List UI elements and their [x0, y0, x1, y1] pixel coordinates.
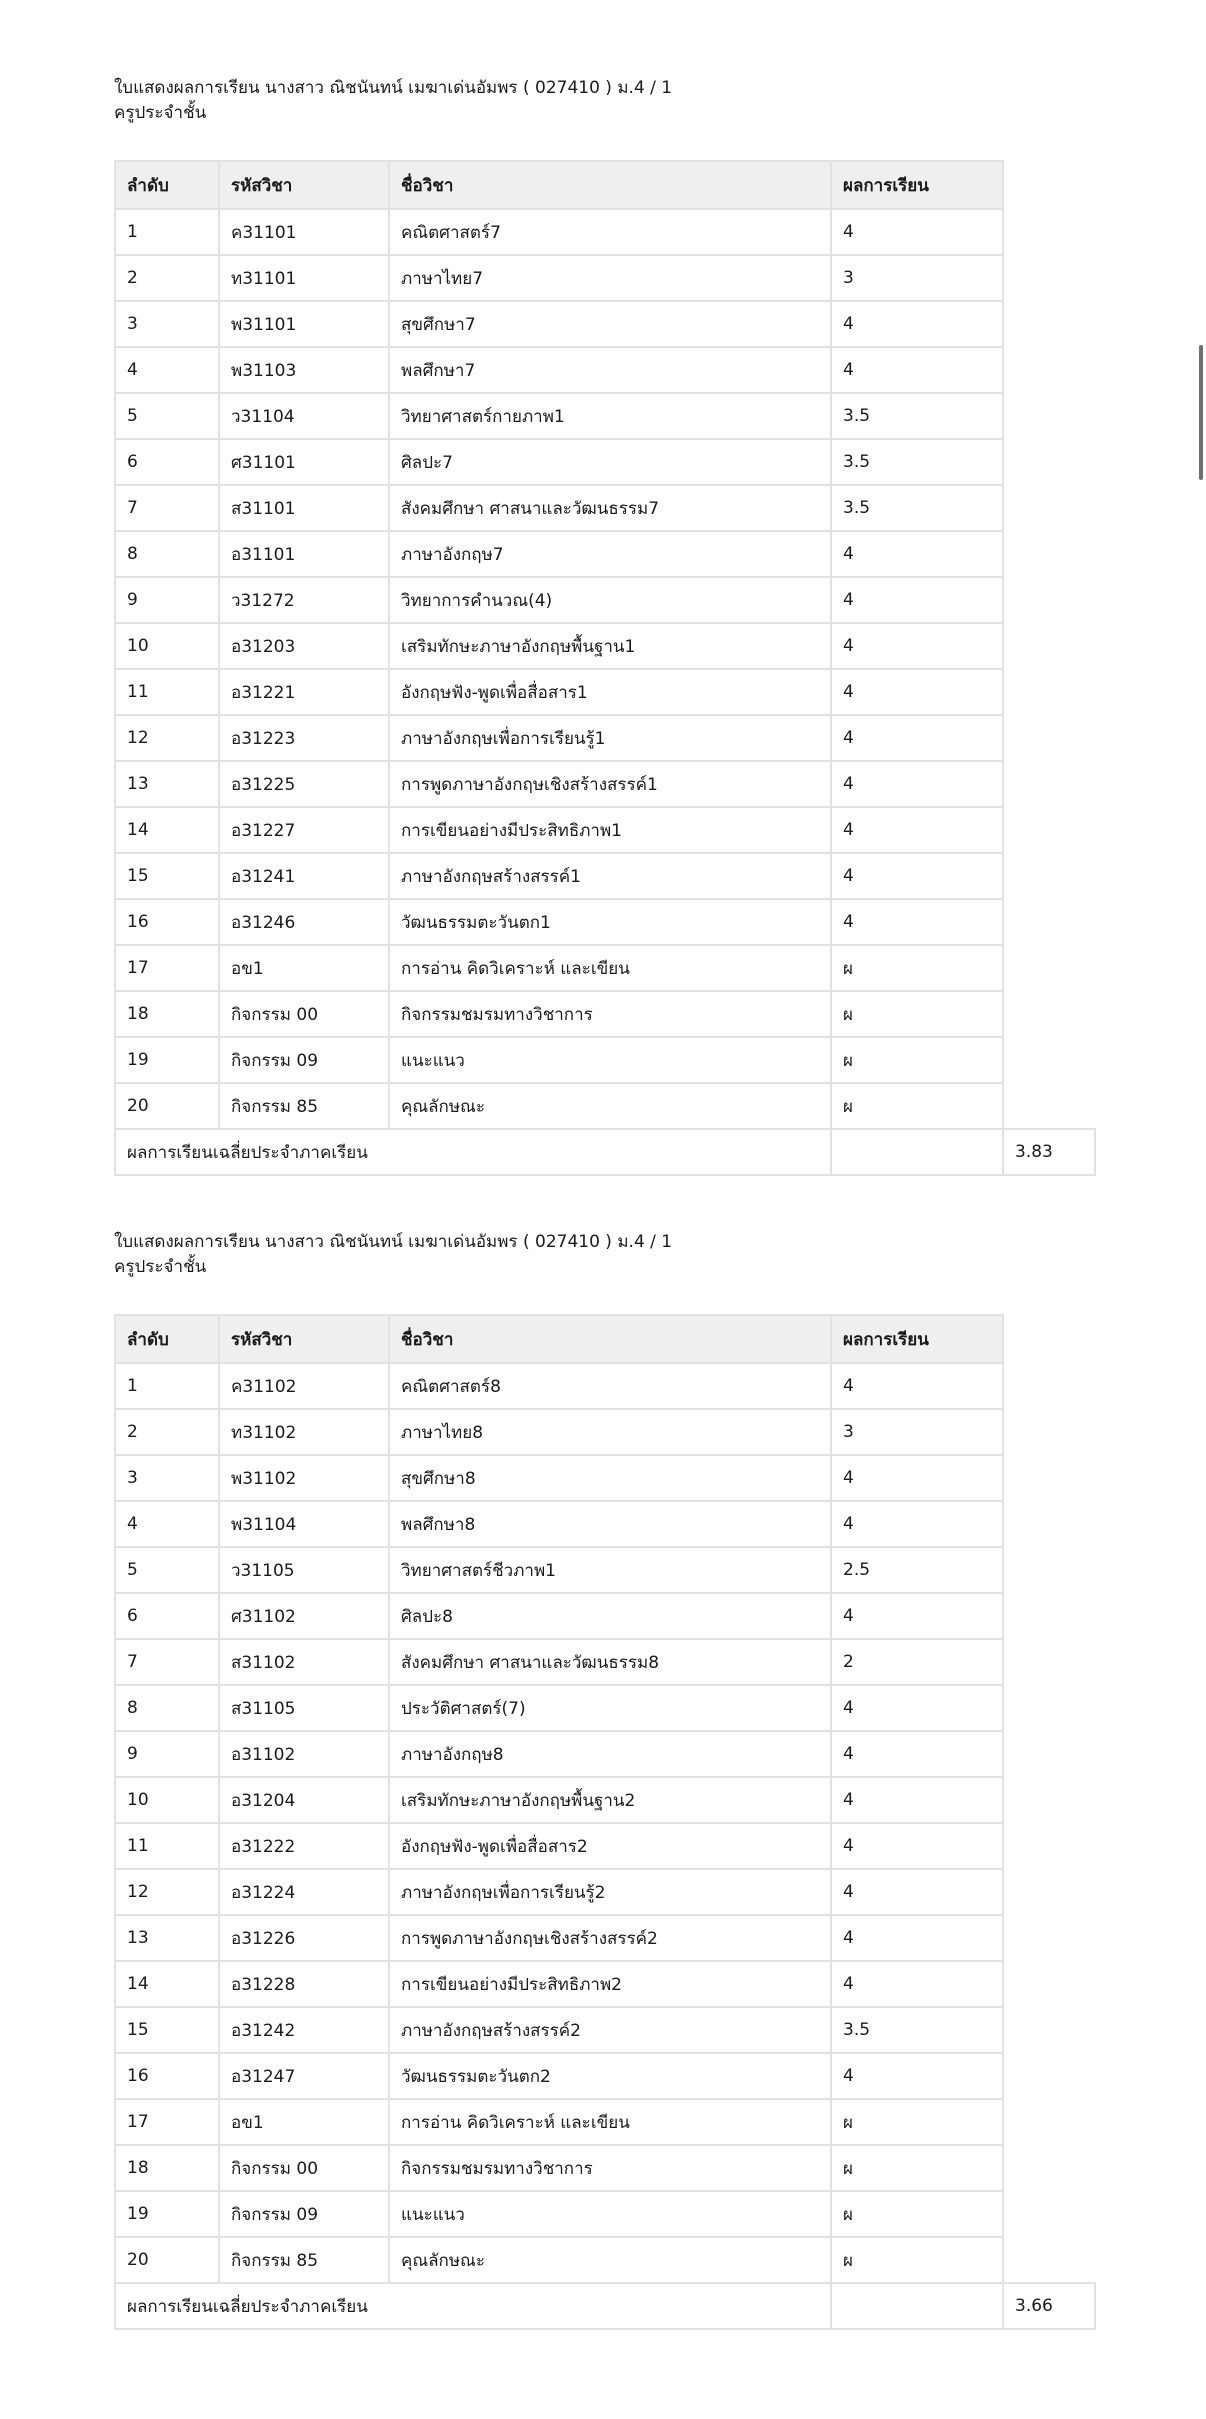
cell-code: อ31226: [219, 1915, 389, 1961]
cell-grade: 4: [831, 577, 1003, 623]
cell-seq: 3: [115, 301, 219, 347]
cell-seq: 16: [115, 899, 219, 945]
cell-name: คุณลักษณะ: [389, 1083, 831, 1129]
cell-code: อข1: [219, 2099, 389, 2145]
table-row: [115, 439, 1095, 485]
table-row: [115, 1961, 1095, 2007]
table-row: [115, 577, 1095, 623]
table-row: [115, 301, 1095, 347]
cell-grade: 3: [831, 255, 1003, 301]
cell-grade: 4: [831, 1915, 1003, 1961]
cell-grade: 3.5: [831, 485, 1003, 531]
cell-name: พลศึกษา7: [389, 347, 831, 393]
cell-code: อ31247: [219, 2053, 389, 2099]
cell-grade: 4: [831, 623, 1003, 669]
grades-table: [114, 1314, 1096, 2330]
cell-seq: 7: [115, 485, 219, 531]
table-row: [115, 1869, 1095, 1915]
cell-name: สุขศึกษา7: [389, 301, 831, 347]
cell-name: การเขียนอย่างมีประสิทธิภาพ2: [389, 1961, 831, 2007]
cell-seq: 4: [115, 1501, 219, 1547]
cell-name: วิทยาการคำนวณ(4): [389, 577, 831, 623]
cell-code: อ31223: [219, 715, 389, 761]
table-row: [115, 1777, 1095, 1823]
cell-seq: 17: [115, 2099, 219, 2145]
average-row: [115, 2283, 1095, 2329]
cell-code: อ31204: [219, 1777, 389, 1823]
cell-name: ศิลปะ8: [389, 1593, 831, 1639]
cell-name: สังคมศึกษา ศาสนาและวัฒนธรรม7: [389, 485, 831, 531]
cell-grade: 4: [831, 1823, 1003, 1869]
cell-seq: 8: [115, 531, 219, 577]
report-heading: [114, 1230, 1096, 1280]
table-row: [115, 1639, 1095, 1685]
cell-grade: 4: [831, 715, 1003, 761]
table-row: [115, 2053, 1095, 2099]
column-header-grade: ผลการเรียน: [831, 1315, 1003, 1363]
cell-seq: 11: [115, 1823, 219, 1869]
cell-name: กิจกรรมชมรมทางวิชาการ: [389, 2145, 831, 2191]
cell-grade: 4: [831, 1455, 1003, 1501]
cell-code: กิจกรรม 85: [219, 2237, 389, 2283]
table-header-row: [115, 161, 1095, 209]
table-row: [115, 2007, 1095, 2053]
table-row: [115, 1685, 1095, 1731]
cell-grade: 4: [831, 1869, 1003, 1915]
average-value: 3.66: [1003, 2283, 1095, 2329]
table-row: [115, 669, 1095, 715]
cell-seq: 5: [115, 1547, 219, 1593]
cell-code: ส31102: [219, 1639, 389, 1685]
table-row: [115, 853, 1095, 899]
cell-seq: 7: [115, 1639, 219, 1685]
cell-seq: 13: [115, 1915, 219, 1961]
table-row: [115, 1593, 1095, 1639]
cell-grade: 4: [831, 1731, 1003, 1777]
table-row: [115, 1455, 1095, 1501]
cell-name: คณิตศาสตร์7: [389, 209, 831, 255]
cell-code: ว31105: [219, 1547, 389, 1593]
cell-seq: 9: [115, 1731, 219, 1777]
cell-seq: 19: [115, 1037, 219, 1083]
cell-seq: 20: [115, 2237, 219, 2283]
cell-seq: 3: [115, 1455, 219, 1501]
cell-name: ศิลปะ7: [389, 439, 831, 485]
cell-seq: 18: [115, 2145, 219, 2191]
cell-grade: 4: [831, 1363, 1003, 1409]
cell-grade: 4: [831, 209, 1003, 255]
cell-name: การอ่าน คิดวิเคราะห์ และเขียน: [389, 945, 831, 991]
cell-name: การอ่าน คิดวิเคราะห์ และเขียน: [389, 2099, 831, 2145]
cell-seq: 10: [115, 623, 219, 669]
table-row: [115, 347, 1095, 393]
cell-seq: 1: [115, 1363, 219, 1409]
cell-seq: 12: [115, 1869, 219, 1915]
cell-name: ประวัติศาสตร์(7): [389, 1685, 831, 1731]
cell-grade: 4: [831, 899, 1003, 945]
cell-grade: ผ: [831, 945, 1003, 991]
cell-name: อังกฤษฟัง-พูดเพื่อสื่อสาร1: [389, 669, 831, 715]
table-row: [115, 623, 1095, 669]
cell-name: กิจกรรมชมรมทางวิชาการ: [389, 991, 831, 1037]
table-header-row: [115, 1315, 1095, 1363]
cell-code: อ31228: [219, 1961, 389, 2007]
table-row: [115, 209, 1095, 255]
cell-code: อ31203: [219, 623, 389, 669]
cell-code: พ31103: [219, 347, 389, 393]
grade-report-semester-2: [114, 1230, 1096, 2330]
cell-grade: 4: [831, 853, 1003, 899]
cell-code: ว31272: [219, 577, 389, 623]
cell-code: อ31222: [219, 1823, 389, 1869]
cell-name: วัฒนธรรมตะวันตก1: [389, 899, 831, 945]
column-header-grade: ผลการเรียน: [831, 161, 1003, 209]
cell-seq: 5: [115, 393, 219, 439]
table-row: [115, 1363, 1095, 1409]
cell-grade: 4: [831, 1685, 1003, 1731]
grades-table-body: [115, 209, 1095, 1129]
cell-code: ค31102: [219, 1363, 389, 1409]
cell-grade: 4: [831, 807, 1003, 853]
table-row: [115, 485, 1095, 531]
report-title: ใบแสดงผลการเรียน นางสาว ณิชนันทน์ เมฆาเด่นอัมพร ( 027410 ) ม.4 / 1: [114, 78, 673, 98]
cell-grade: ผ: [831, 2099, 1003, 2145]
cell-name: ภาษาไทย7: [389, 255, 831, 301]
cell-grade: 4: [831, 1777, 1003, 1823]
average-empty-cell: [831, 1129, 1003, 1175]
cell-name: ภาษาอังกฤษ8: [389, 1731, 831, 1777]
cell-code: อ31241: [219, 853, 389, 899]
cell-code: ส31101: [219, 485, 389, 531]
table-row: [115, 761, 1095, 807]
cell-grade: ผ: [831, 1037, 1003, 1083]
cell-code: ศ31102: [219, 1593, 389, 1639]
table-row: [115, 1409, 1095, 1455]
grades-table: [114, 160, 1096, 1176]
cell-seq: 2: [115, 1409, 219, 1455]
cell-code: อ31224: [219, 1869, 389, 1915]
column-header-seq: ลำดับ: [115, 1315, 219, 1363]
cell-name: เสริมทักษะภาษาอังกฤษพื้นฐาน1: [389, 623, 831, 669]
homeroom-teacher-label: ครูประจำชั้น: [114, 103, 207, 123]
cell-seq: 15: [115, 2007, 219, 2053]
table-row: [115, 945, 1095, 991]
table-row: [115, 807, 1095, 853]
cell-name: การพูดภาษาอังกฤษเชิงสร้างสรรค์2: [389, 1915, 831, 1961]
table-row: [115, 2099, 1095, 2145]
scrollbar-thumb[interactable]: [1199, 345, 1203, 480]
table-row: [115, 1501, 1095, 1547]
table-row: [115, 1823, 1095, 1869]
cell-name: สุขศึกษา8: [389, 1455, 831, 1501]
cell-grade: 4: [831, 761, 1003, 807]
cell-code: อ31242: [219, 2007, 389, 2053]
column-header-code: รหัสวิชา: [219, 161, 389, 209]
cell-code: ท31102: [219, 1409, 389, 1455]
homeroom-teacher-label: ครูประจำชั้น: [114, 1257, 207, 1277]
cell-seq: 14: [115, 807, 219, 853]
cell-seq: 10: [115, 1777, 219, 1823]
average-row: [115, 1129, 1095, 1175]
cell-name: ภาษาอังกฤษสร้างสรรค์1: [389, 853, 831, 899]
cell-code: ศ31101: [219, 439, 389, 485]
cell-seq: 4: [115, 347, 219, 393]
cell-code: อ31221: [219, 669, 389, 715]
cell-name: การพูดภาษาอังกฤษเชิงสร้างสรรค์1: [389, 761, 831, 807]
cell-name: วิทยาศาสตร์กายภาพ1: [389, 393, 831, 439]
table-row: [115, 393, 1095, 439]
column-header-name: ชื่อวิชา: [389, 1315, 831, 1363]
report-heading: [114, 76, 1096, 126]
cell-seq: 19: [115, 2191, 219, 2237]
cell-code: ท31101: [219, 255, 389, 301]
table-row: [115, 2237, 1095, 2283]
cell-seq: 15: [115, 853, 219, 899]
cell-code: อ31102: [219, 1731, 389, 1777]
cell-name: แนะแนว: [389, 1037, 831, 1083]
grades-table-body: [115, 1363, 1095, 2283]
table-row: [115, 531, 1095, 577]
cell-name: ภาษาอังกฤษเพื่อการเรียนรู้2: [389, 1869, 831, 1915]
column-header-code: รหัสวิชา: [219, 1315, 389, 1363]
cell-grade: 2.5: [831, 1547, 1003, 1593]
cell-grade: 2: [831, 1639, 1003, 1685]
cell-seq: 17: [115, 945, 219, 991]
cell-name: อังกฤษฟัง-พูดเพื่อสื่อสาร2: [389, 1823, 831, 1869]
cell-code: พ31102: [219, 1455, 389, 1501]
cell-grade: ผ: [831, 1083, 1003, 1129]
column-header-name: ชื่อวิชา: [389, 161, 831, 209]
cell-code: กิจกรรม 85: [219, 1083, 389, 1129]
cell-name: ภาษาไทย8: [389, 1409, 831, 1455]
column-header-seq: ลำดับ: [115, 161, 219, 209]
cell-seq: 13: [115, 761, 219, 807]
table-row: [115, 1731, 1095, 1777]
cell-seq: 1: [115, 209, 219, 255]
cell-code: ว31104: [219, 393, 389, 439]
cell-name: สังคมศึกษา ศาสนาและวัฒนธรรม8: [389, 1639, 831, 1685]
cell-seq: 14: [115, 1961, 219, 2007]
cell-grade: 4: [831, 347, 1003, 393]
table-row: [115, 1037, 1095, 1083]
cell-code: กิจกรรม 09: [219, 2191, 389, 2237]
cell-seq: 11: [115, 669, 219, 715]
cell-name: เสริมทักษะภาษาอังกฤษพื้นฐาน2: [389, 1777, 831, 1823]
cell-name: แนะแนว: [389, 2191, 831, 2237]
table-row: [115, 255, 1095, 301]
cell-code: กิจกรรม 09: [219, 1037, 389, 1083]
table-row: [115, 2145, 1095, 2191]
cell-code: พ31101: [219, 301, 389, 347]
cell-code: กิจกรรม 00: [219, 2145, 389, 2191]
average-label: ผลการเรียนเฉลี่ยประจำภาคเรียน: [115, 2283, 831, 2329]
cell-seq: 16: [115, 2053, 219, 2099]
cell-code: ส31105: [219, 1685, 389, 1731]
cell-name: พลศึกษา8: [389, 1501, 831, 1547]
cell-code: ค31101: [219, 209, 389, 255]
cell-grade: 4: [831, 1593, 1003, 1639]
average-empty-cell: [831, 2283, 1003, 2329]
cell-code: อข1: [219, 945, 389, 991]
table-row: [115, 991, 1095, 1037]
cell-grade: 4: [831, 301, 1003, 347]
cell-grade: 4: [831, 1501, 1003, 1547]
cell-seq: 12: [115, 715, 219, 761]
cell-seq: 9: [115, 577, 219, 623]
table-row: [115, 1083, 1095, 1129]
cell-grade: 3.5: [831, 439, 1003, 485]
cell-name: ภาษาอังกฤษสร้างสรรค์2: [389, 2007, 831, 2053]
average-label: ผลการเรียนเฉลี่ยประจำภาคเรียน: [115, 1129, 831, 1175]
cell-code: อ31101: [219, 531, 389, 577]
cell-seq: 8: [115, 1685, 219, 1731]
cell-name: วัฒนธรรมตะวันตก2: [389, 2053, 831, 2099]
cell-code: พ31104: [219, 1501, 389, 1547]
table-row: [115, 715, 1095, 761]
cell-name: การเขียนอย่างมีประสิทธิภาพ1: [389, 807, 831, 853]
cell-grade: 4: [831, 531, 1003, 577]
cell-name: ภาษาอังกฤษเพื่อการเรียนรู้1: [389, 715, 831, 761]
cell-name: ภาษาอังกฤษ7: [389, 531, 831, 577]
cell-grade: 3: [831, 1409, 1003, 1455]
table-row: [115, 1547, 1095, 1593]
cell-grade: 3.5: [831, 2007, 1003, 2053]
cell-name: วิทยาศาสตร์ชีวภาพ1: [389, 1547, 831, 1593]
average-value: 3.83: [1003, 1129, 1095, 1175]
cell-seq: 6: [115, 1593, 219, 1639]
cell-code: อ31225: [219, 761, 389, 807]
cell-grade: ผ: [831, 2191, 1003, 2237]
cell-grade: ผ: [831, 2237, 1003, 2283]
cell-grade: ผ: [831, 2145, 1003, 2191]
cell-code: อ31246: [219, 899, 389, 945]
table-row: [115, 1915, 1095, 1961]
grade-report-semester-1: [114, 76, 1096, 1176]
cell-name: คุณลักษณะ: [389, 2237, 831, 2283]
table-row: [115, 899, 1095, 945]
cell-grade: 4: [831, 1961, 1003, 2007]
cell-grade: 4: [831, 669, 1003, 715]
cell-grade: 4: [831, 2053, 1003, 2099]
cell-name: คณิตศาสตร์8: [389, 1363, 831, 1409]
cell-code: อ31227: [219, 807, 389, 853]
cell-seq: 18: [115, 991, 219, 1037]
cell-seq: 20: [115, 1083, 219, 1129]
table-row: [115, 2191, 1095, 2237]
cell-code: กิจกรรม 00: [219, 991, 389, 1037]
report-title: ใบแสดงผลการเรียน นางสาว ณิชนันทน์ เมฆาเด่นอัมพร ( 027410 ) ม.4 / 1: [114, 1232, 673, 1252]
cell-grade: ผ: [831, 991, 1003, 1037]
cell-grade: 3.5: [831, 393, 1003, 439]
cell-seq: 2: [115, 255, 219, 301]
cell-seq: 6: [115, 439, 219, 485]
